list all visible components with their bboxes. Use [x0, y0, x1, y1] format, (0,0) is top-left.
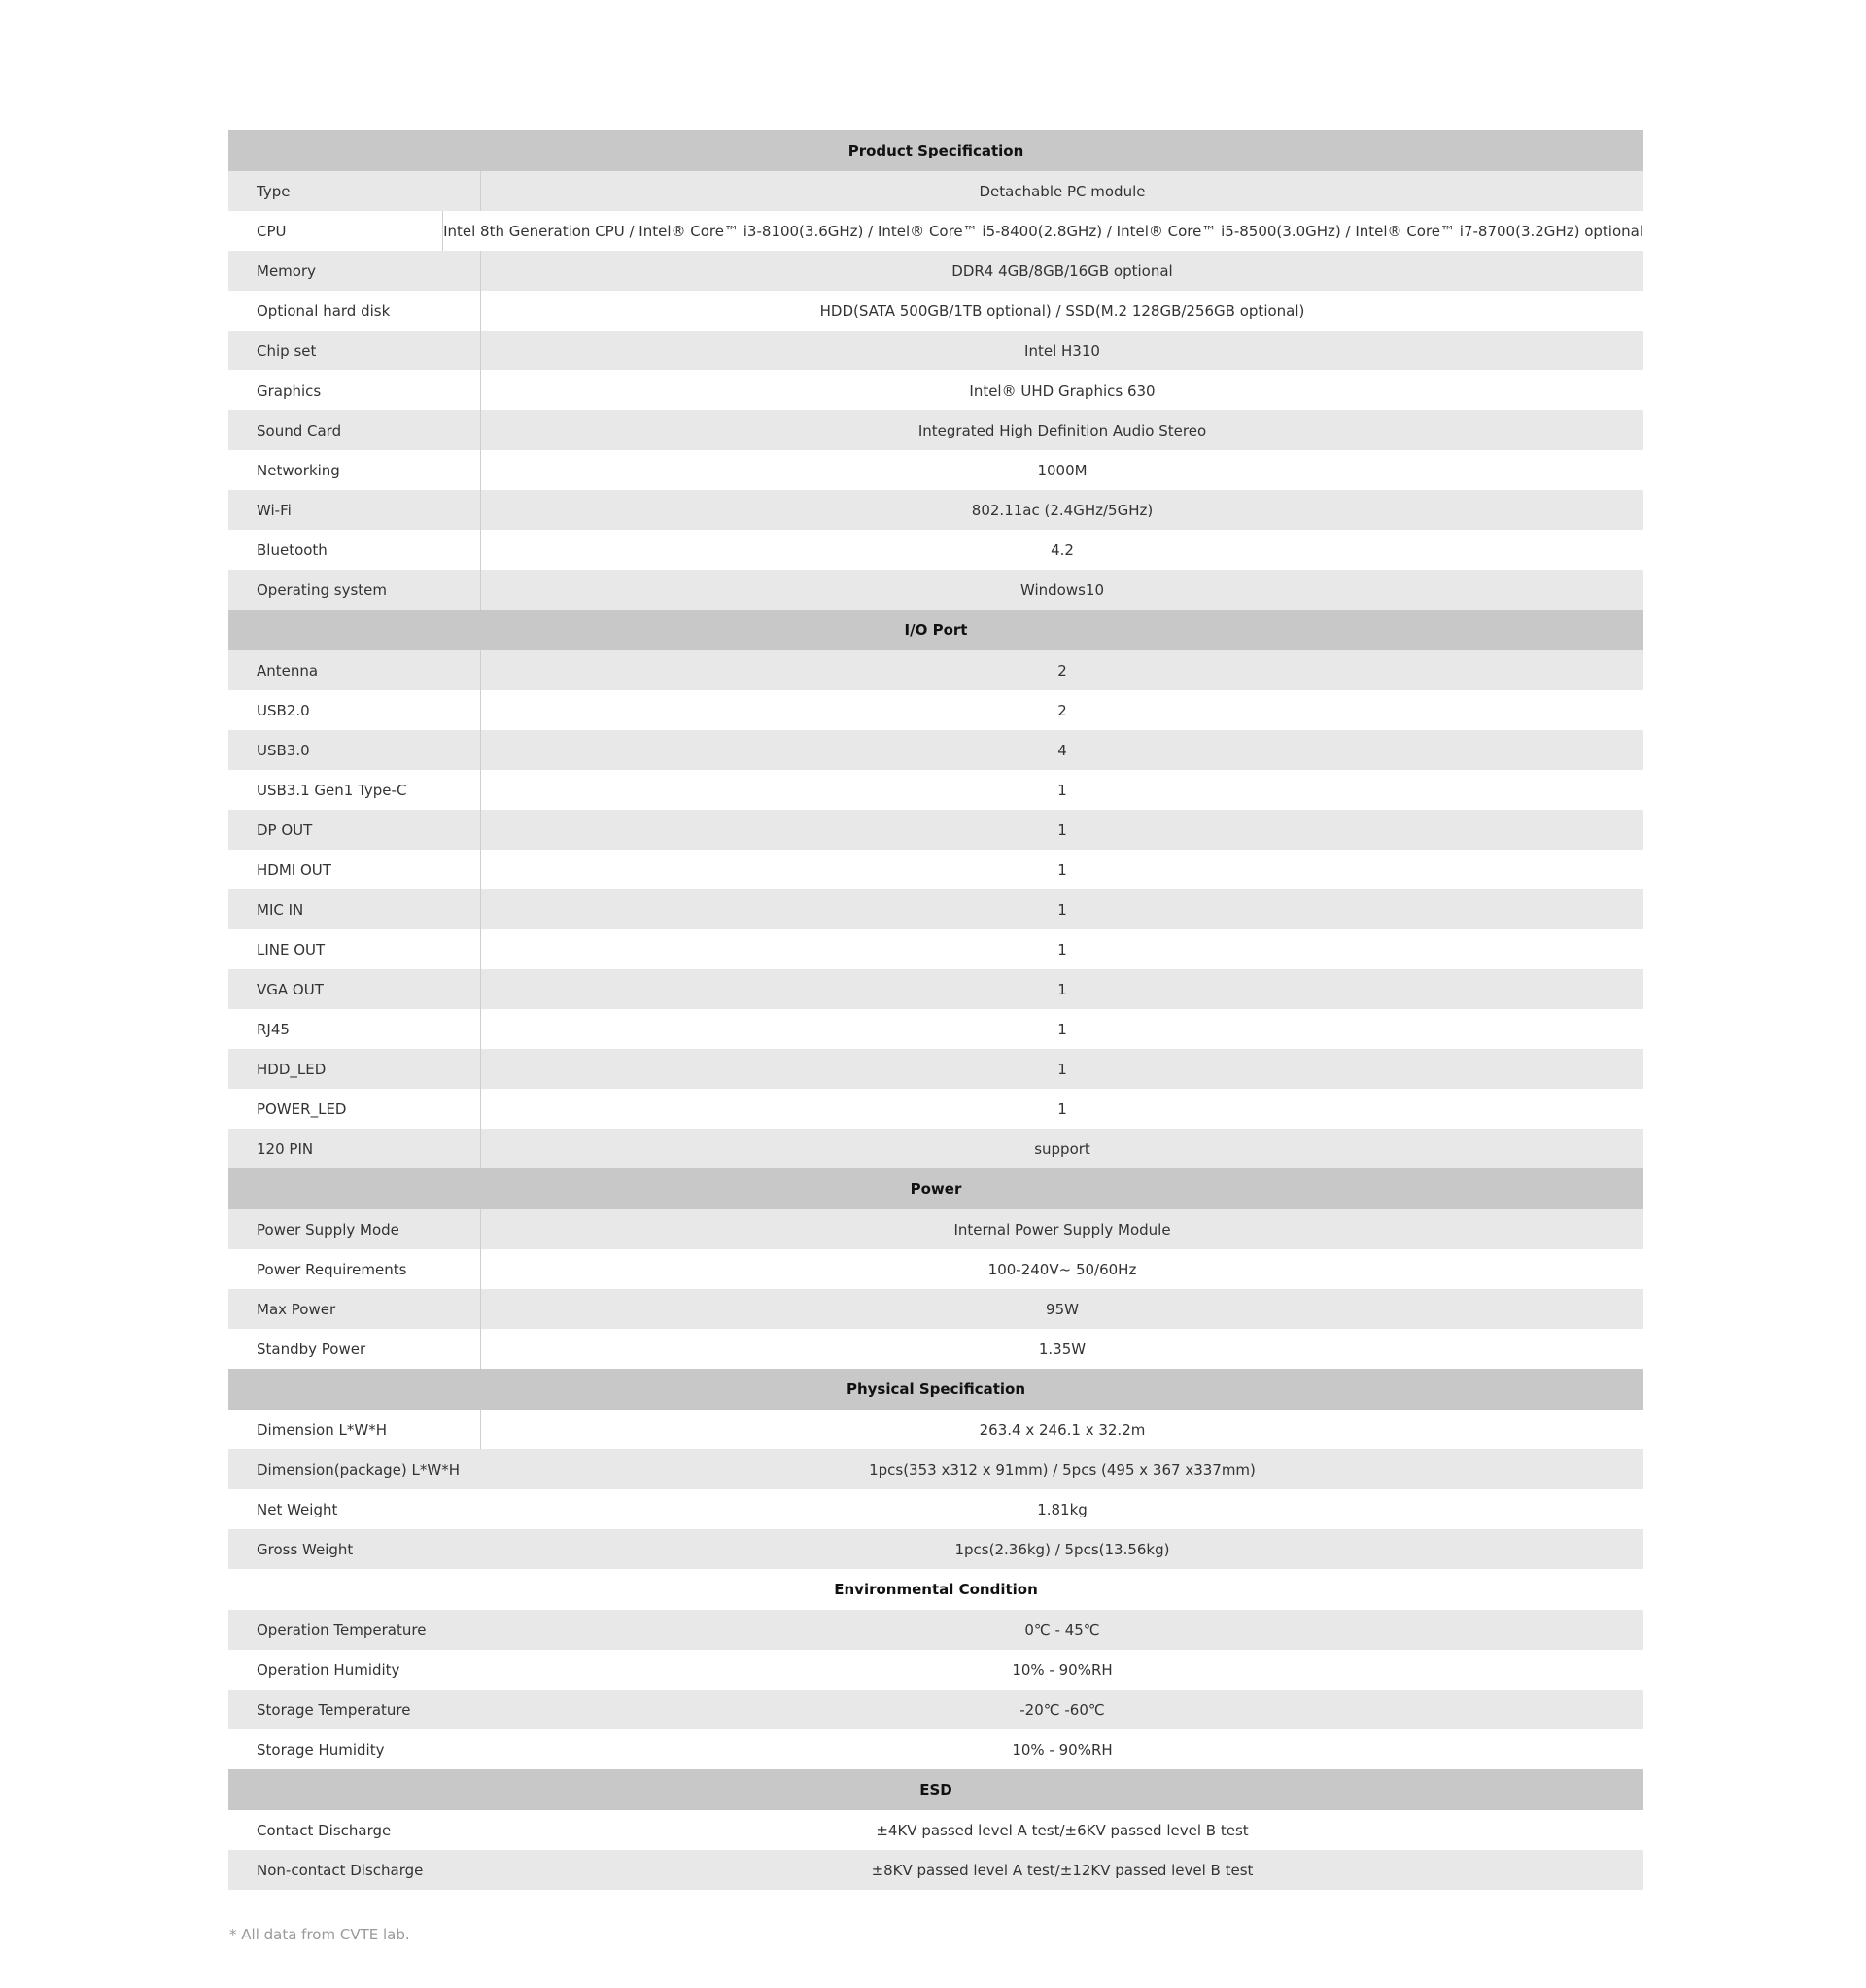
spec-label: Operation Temperature	[257, 1621, 427, 1639]
spec-value: 802.11ac (2.4GHz/5GHz)	[971, 501, 1154, 519]
spec-label: Dimension L*W*H	[228, 1410, 481, 1449]
section-header: Product Specification	[228, 130, 1643, 171]
spec-row	[228, 171, 1643, 211]
spec-row	[228, 1209, 1643, 1249]
spec-row	[228, 1129, 1643, 1168]
spec-label: Sound Card	[228, 410, 481, 450]
section-header: Environmental Condition	[228, 1569, 1643, 1610]
spec-value: Internal Power Supply Module	[953, 1220, 1171, 1238]
spec-label: USB3.0	[228, 730, 481, 770]
spec-value: 1	[1057, 900, 1067, 919]
spec-row	[228, 1729, 1643, 1769]
spec-value: Intel 8th Generation CPU / Intel® Core™ i3-8100(3.6GHz) / Intel® Core™ i5-8400(2.8GHz) / Intel® Core™ i5-8500(3.0GHz) / Intel® Core™ i7-8700(3.2GHz) optional	[443, 222, 1643, 240]
footnote: * All data from CVTE lab.	[229, 1926, 410, 1943]
spec-table	[228, 130, 1643, 1890]
spec-label: Antenna	[228, 650, 481, 690]
spec-row	[228, 1610, 1643, 1650]
spec-row	[228, 850, 1643, 889]
spec-row	[228, 1329, 1643, 1369]
spec-value: 2	[1057, 661, 1067, 680]
spec-row	[228, 1249, 1643, 1289]
spec-row	[228, 770, 1643, 810]
spec-row	[228, 1009, 1643, 1049]
spec-row	[228, 1489, 1643, 1529]
spec-label: USB3.1 Gen1 Type-C	[228, 770, 481, 810]
spec-value: 0℃ - 45℃	[1024, 1621, 1100, 1639]
spec-label: Storage Humidity	[257, 1740, 385, 1759]
spec-label: LINE OUT	[228, 929, 481, 969]
spec-value: Detachable PC module	[979, 182, 1146, 200]
spec-label: Gross Weight	[257, 1540, 354, 1558]
spec-row	[228, 690, 1643, 730]
spec-label: Contact Discharge	[257, 1821, 392, 1839]
section-header: I/O Port	[228, 610, 1643, 650]
section-header: Physical Specification	[228, 1369, 1643, 1410]
spec-label: Standby Power	[228, 1329, 481, 1369]
spec-label: VGA OUT	[228, 969, 481, 1009]
spec-label: Chip set	[228, 331, 481, 370]
spec-label: Non-contact Discharge	[257, 1861, 424, 1879]
spec-value: 1pcs(2.36kg) / 5pcs(13.56kg)	[954, 1540, 1170, 1558]
spec-row	[228, 1410, 1643, 1449]
spec-row	[228, 490, 1643, 530]
spec-label: Power Supply Mode	[228, 1209, 481, 1249]
spec-label: DP OUT	[228, 810, 481, 850]
spec-label: RJ45	[228, 1009, 481, 1049]
spec-label: Wi-Fi	[228, 490, 481, 530]
spec-row	[228, 530, 1643, 570]
spec-value: 4	[1057, 741, 1067, 759]
spec-value: 4.2	[1051, 541, 1074, 559]
spec-row	[228, 1289, 1643, 1329]
spec-row	[228, 730, 1643, 770]
spec-label: Dimension(package) L*W*H	[257, 1460, 460, 1479]
spec-row	[228, 211, 1643, 251]
spec-label: Power Requirements	[228, 1249, 481, 1289]
spec-label: HDD_LED	[228, 1049, 481, 1089]
spec-row	[228, 650, 1643, 690]
spec-value: 1.81kg	[1037, 1500, 1088, 1518]
spec-label: USB2.0	[228, 690, 481, 730]
spec-row	[228, 1449, 1643, 1489]
spec-value: 10% - 90%RH	[1012, 1660, 1113, 1679]
spec-value: -20℃ -60℃	[1019, 1700, 1105, 1719]
spec-row	[228, 370, 1643, 410]
spec-value: 263.4 x 246.1 x 32.2m	[979, 1420, 1146, 1439]
spec-value: 1	[1057, 940, 1067, 959]
spec-label: Graphics	[228, 370, 481, 410]
spec-value: 1	[1057, 781, 1067, 799]
spec-label: 120 PIN	[228, 1129, 481, 1168]
spec-value: Integrated High Definition Audio Stereo	[917, 421, 1207, 439]
spec-row	[228, 1850, 1643, 1890]
spec-row	[228, 1650, 1643, 1690]
spec-label: HDMI OUT	[228, 850, 481, 889]
spec-value: 1	[1057, 820, 1067, 839]
spec-row	[228, 1049, 1643, 1089]
spec-value: 2	[1057, 701, 1067, 719]
spec-row	[228, 969, 1643, 1009]
spec-value: 1	[1057, 1060, 1067, 1078]
spec-row	[228, 410, 1643, 450]
spec-label: Bluetooth	[228, 530, 481, 570]
spec-row	[228, 1089, 1643, 1129]
spec-label: Memory	[228, 251, 481, 291]
spec-value: support	[1034, 1139, 1090, 1158]
spec-row	[228, 331, 1643, 370]
spec-label: CPU	[228, 211, 443, 251]
spec-row	[228, 1690, 1643, 1729]
spec-value: DDR4 4GB/8GB/16GB optional	[951, 262, 1173, 280]
spec-row	[228, 450, 1643, 490]
spec-value: Intel H310	[1024, 341, 1100, 360]
spec-value: 1000M	[1037, 461, 1088, 479]
spec-value: 1	[1057, 1099, 1067, 1118]
spec-label: Type	[228, 171, 481, 211]
section-header: Power	[228, 1168, 1643, 1209]
spec-value: Windows10	[1019, 580, 1105, 599]
spec-row	[228, 929, 1643, 969]
spec-value: ±4KV passed level A test/±6KV passed level B test	[876, 1821, 1249, 1839]
spec-value: 1	[1057, 1020, 1067, 1038]
spec-label: Optional hard disk	[228, 291, 481, 331]
spec-value: 1pcs(353 x312 x 91mm) / 5pcs (495 x 367 x337mm)	[869, 1460, 1256, 1479]
spec-label: POWER_LED	[228, 1089, 481, 1129]
spec-label: Operation Humidity	[257, 1660, 400, 1679]
spec-label: Net Weight	[257, 1500, 338, 1518]
spec-label: Storage Temperature	[257, 1700, 411, 1719]
spec-row	[228, 1529, 1643, 1569]
spec-value: 100-240V~ 50/60Hz	[987, 1260, 1137, 1278]
spec-row	[228, 570, 1643, 610]
spec-row	[228, 1810, 1643, 1850]
spec-value: 1.35W	[1038, 1340, 1087, 1358]
spec-row	[228, 810, 1643, 850]
spec-value: ±8KV passed level A test/±12KV passed level B test	[871, 1861, 1254, 1879]
spec-row	[228, 251, 1643, 291]
spec-value: HDD(SATA 500GB/1TB optional) / SSD(M.2 128GB/256GB optional)	[819, 301, 1305, 320]
spec-value: 1	[1057, 980, 1067, 998]
spec-row	[228, 889, 1643, 929]
spec-value: 1	[1057, 860, 1067, 879]
spec-label: Max Power	[228, 1289, 481, 1329]
spec-value: 95W	[1046, 1300, 1079, 1318]
spec-value: 10% - 90%RH	[1012, 1740, 1113, 1759]
spec-value: Intel® UHD Graphics 630	[969, 381, 1156, 400]
spec-row	[228, 291, 1643, 331]
spec-label: Operating system	[228, 570, 481, 610]
section-header: ESD	[228, 1769, 1643, 1810]
spec-label: MIC IN	[228, 889, 481, 929]
spec-label: Networking	[228, 450, 481, 490]
